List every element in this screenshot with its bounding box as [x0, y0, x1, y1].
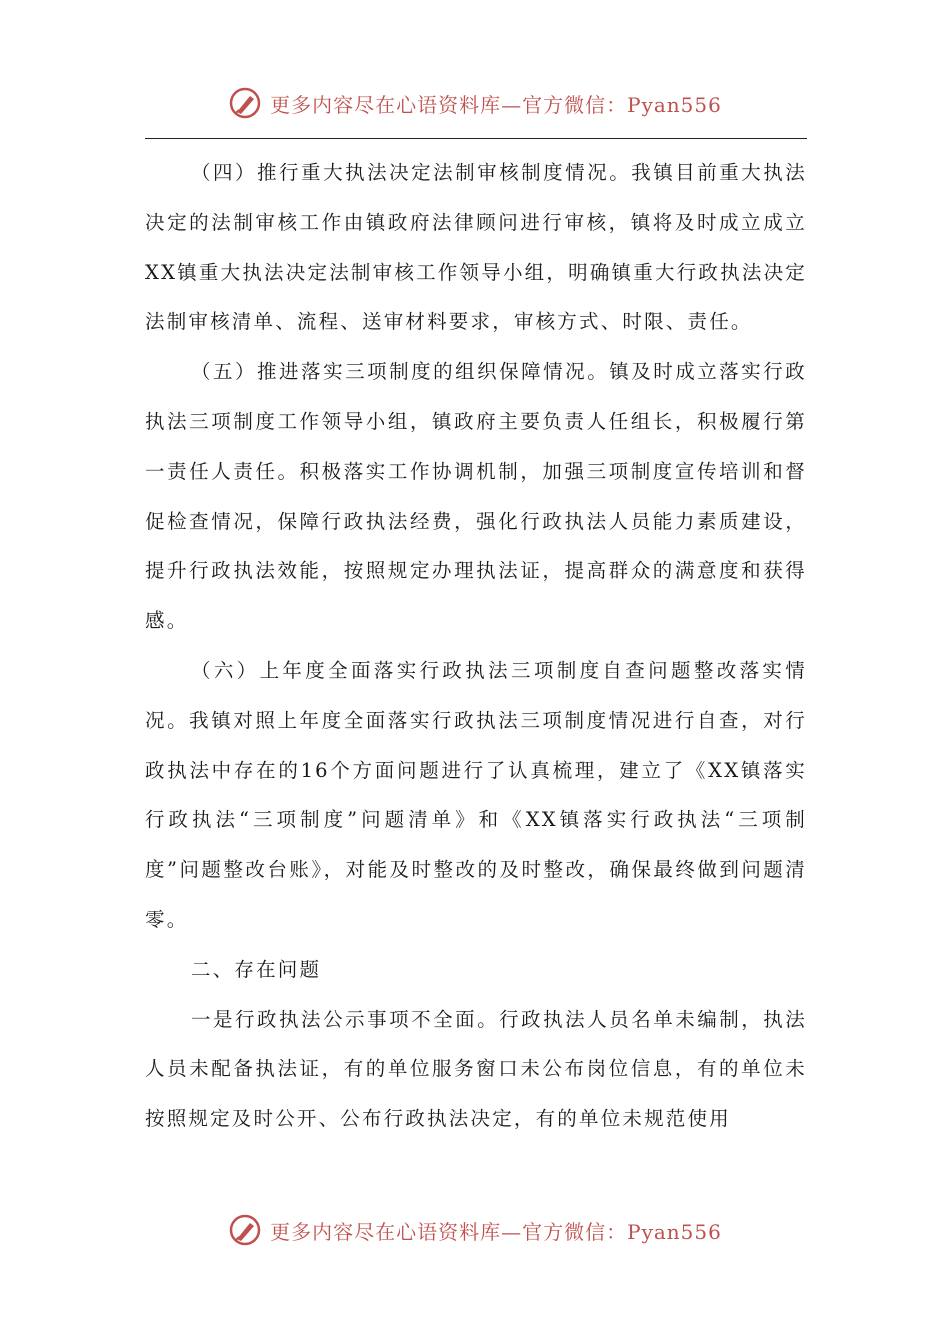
heading-existing-problems: 二、存在问题	[191, 957, 322, 981]
pen-nib-seal-icon	[228, 1213, 262, 1247]
header-divider	[145, 138, 807, 139]
document-body	[145, 148, 807, 1144]
paragraph-problem-1: 一是行政执法公示事项不全面。行政执法人员名单未编制，执法人员未配备执法证，有的单位服务窗口未公布岗位信息，有的单位未按照规定及时公开、公布行政执法决定，有的单位未规范使用	[145, 1007, 807, 1131]
paragraph-section-6: （六）上年度全面落实行政执法三项制度自查问题整改落实情况。我镇对照上年度全面落实行政执法三项制度情况进行自查，对行政执法中存在的16个方面问题进行了认真梳理，建立了《XX镇落实行政执法“三项制度”问题清单》和《XX镇落实行政执法“三项制度”问题整改台账》，对能及时整改的及时整改，确保最终做到问题清零。	[145, 658, 807, 931]
page-header	[0, 83, 950, 123]
paragraph-section-4: （四）推行重大执法决定法制审核制度情况。我镇目前重大执法决定的法制审核工作由镇政府法律顾问进行审核，镇将及时成立成立XX镇重大执法决定法制审核工作领导小组，明确镇重大行政执法决定法制审核清单、流程、送审材料要求，审核方式、时限、责任。	[145, 161, 807, 334]
header-brand-text: 更多内容尽在心语资料库—官方微信：Pyan556	[270, 92, 722, 117]
footer-brand-text: 更多内容尽在心语资料库—官方微信：Pyan556	[270, 1219, 722, 1244]
paragraph-section-5: （五）推进落实三项制度的组织保障情况。镇及时成立落实行政执法三项制度工作领导小组，镇政府主要负责人任组长，积极履行第一责任人责任。积极落实工作协调机制，加强三项制度宣传培训和督促检查情况，保障行政执法经费，强化行政执法人员能力素质建设，提升行政执法效能，按照规定办理执法证，提高群众的满意度和获得感。	[145, 360, 807, 633]
page-footer	[0, 1210, 950, 1250]
pen-nib-seal-icon	[228, 86, 262, 120]
